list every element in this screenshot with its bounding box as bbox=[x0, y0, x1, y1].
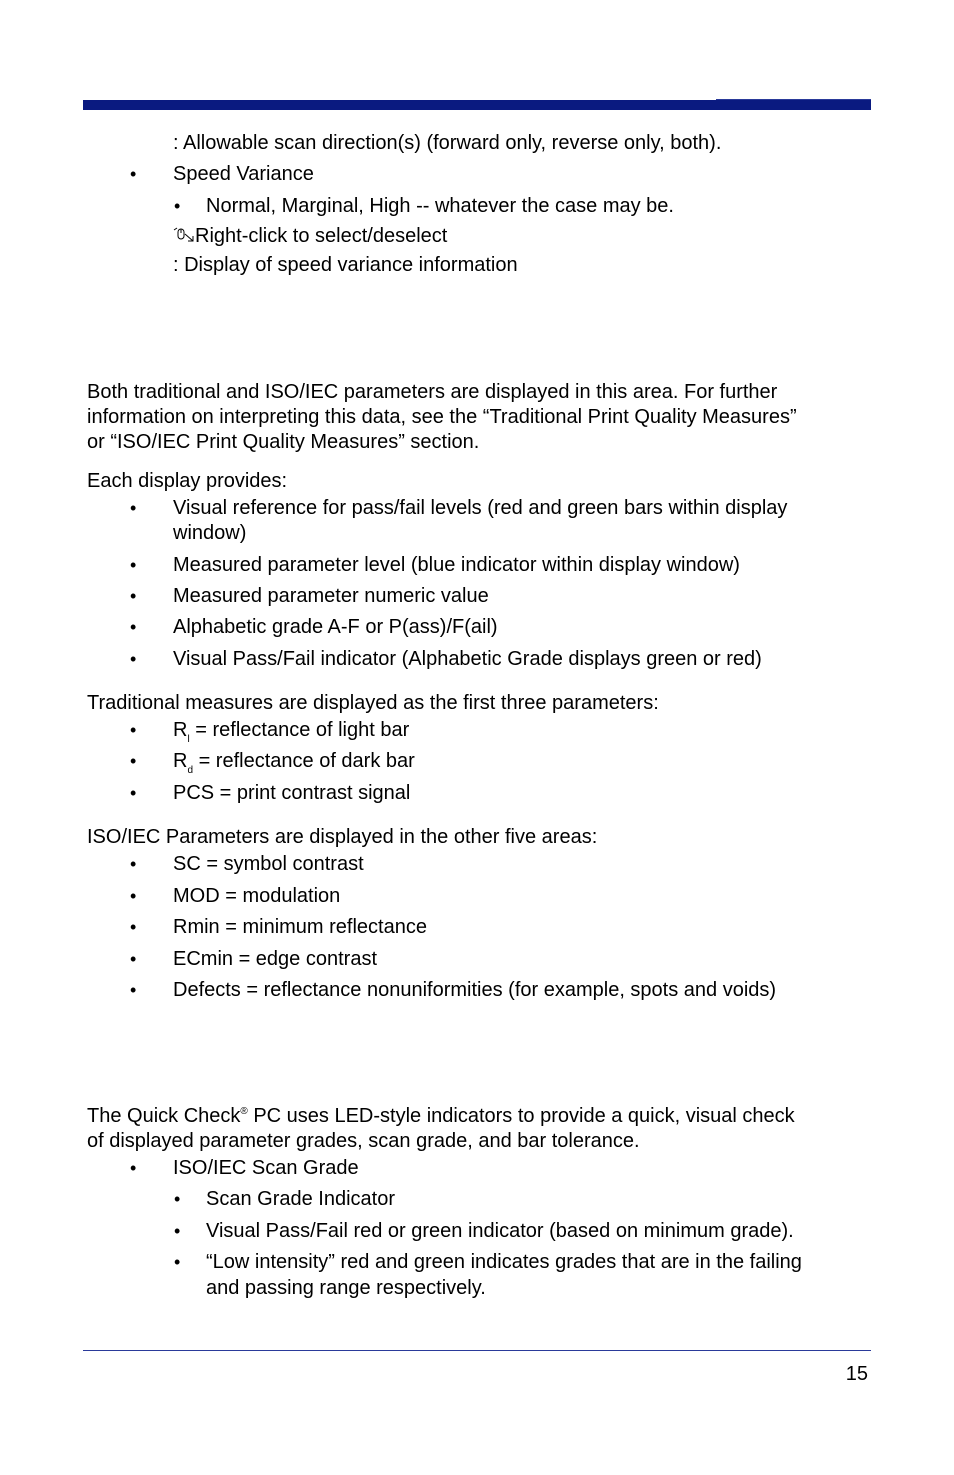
list-item-rd bbox=[173, 749, 415, 777]
bullet: • bbox=[130, 751, 137, 771]
quick-check-text-b: PC uses LED-style indicators to provide a quick, visual check bbox=[247, 1105, 795, 1127]
bullet: • bbox=[130, 1158, 137, 1178]
bullet: • bbox=[130, 649, 137, 669]
page-number: 15 bbox=[845, 1363, 868, 1385]
bullet: • bbox=[130, 886, 137, 906]
sub-list-item: Visual Pass/Fail red or green indicator (based on minimum grade). bbox=[206, 1220, 794, 1242]
bullet: • bbox=[174, 1221, 181, 1241]
paragraph-line: information on interpreting this data, see the “Traditional Print Quality Measures” bbox=[87, 406, 797, 428]
registered-mark: ® bbox=[240, 1106, 248, 1117]
list-item: MOD = modulation bbox=[173, 885, 341, 907]
bullet: • bbox=[130, 980, 137, 1000]
mouse-click-icon bbox=[173, 226, 195, 244]
traditional-intro: Traditional measures are displayed as the first three parameters: bbox=[87, 692, 659, 714]
bullet: • bbox=[130, 555, 137, 575]
footer-rule bbox=[83, 1350, 871, 1351]
bullet: • bbox=[130, 498, 137, 518]
list-item: SC = symbol contrast bbox=[173, 853, 364, 875]
rl-text: = reflectance of light bar bbox=[189, 719, 410, 741]
list-item: Rmin = minimum reflectance bbox=[173, 916, 427, 938]
list-item-rl bbox=[173, 718, 409, 746]
bullet: • bbox=[130, 617, 137, 637]
quick-check-line bbox=[87, 1104, 795, 1132]
paragraph-line: of displayed parameter grades, scan grade, and bar tolerance. bbox=[87, 1130, 640, 1152]
bullet: • bbox=[174, 1252, 181, 1272]
list-item: PCS = print contrast signal bbox=[173, 782, 411, 804]
right-click-text: Right-click to select/deselect bbox=[195, 225, 448, 247]
paragraph-line: Both traditional and ISO/IEC parameters are displayed in this area. For further bbox=[87, 381, 778, 403]
iso-intro: ISO/IEC Parameters are displayed in the other five areas: bbox=[87, 826, 598, 848]
sub-list-item: “Low intensity” red and green indicates grades that are in the failing bbox=[206, 1251, 802, 1273]
bullet: • bbox=[130, 854, 137, 874]
list-item: Alphabetic grade A-F or P(ass)/F(ail) bbox=[173, 616, 498, 638]
bullet: • bbox=[130, 164, 137, 184]
quick-check-text-a: The Quick Check bbox=[87, 1105, 241, 1127]
bullet: • bbox=[130, 917, 137, 937]
bullet: • bbox=[130, 720, 137, 740]
rl-letter: R bbox=[173, 719, 188, 741]
bullet: • bbox=[130, 586, 137, 606]
right-click-line bbox=[173, 224, 447, 248]
list-item: Measured parameter level (blue indicator within display window) bbox=[173, 554, 740, 576]
rd-letter: R bbox=[173, 750, 188, 772]
bullet: • bbox=[130, 949, 137, 969]
list-item: Visual reference for pass/fail levels (red and green bars within display bbox=[173, 497, 788, 519]
list-item: Visual Pass/Fail indicator (Alphabetic Grade displays green or red) bbox=[173, 648, 762, 670]
speed-variance-item: Speed Variance bbox=[173, 163, 314, 185]
bullet: • bbox=[130, 783, 137, 803]
paragraph-line: or “ISO/IEC Print Quality Measures” section. bbox=[87, 431, 480, 453]
speed-variance-values: Normal, Marginal, High -- whatever the case may be. bbox=[206, 195, 674, 217]
header-bar bbox=[83, 100, 871, 110]
sub-list-item-continuation: and passing range respectively. bbox=[206, 1277, 486, 1299]
list-item-continuation: window) bbox=[173, 522, 247, 544]
bullet: • bbox=[174, 1189, 181, 1209]
rd-subscript: d bbox=[187, 765, 194, 776]
list-item: ISO/IEC Scan Grade bbox=[173, 1157, 359, 1179]
speed-variance-display-text: : Display of speed variance information bbox=[173, 254, 518, 276]
bullet: • bbox=[174, 196, 181, 216]
rl-subscript: l bbox=[187, 734, 190, 745]
list-item: ECmin = edge contrast bbox=[173, 948, 377, 970]
scan-direction-text: : Allowable scan direction(s) (forward only, reverse only, both). bbox=[173, 132, 722, 154]
rd-text: = reflectance of dark bar bbox=[193, 750, 415, 772]
list-item: Defects = reflectance nonuniformities (for example, spots and voids) bbox=[173, 979, 777, 1001]
list-item: Measured parameter numeric value bbox=[173, 585, 489, 607]
sub-list-item: Scan Grade Indicator bbox=[206, 1188, 395, 1210]
each-display-intro: Each display provides: bbox=[87, 470, 288, 492]
